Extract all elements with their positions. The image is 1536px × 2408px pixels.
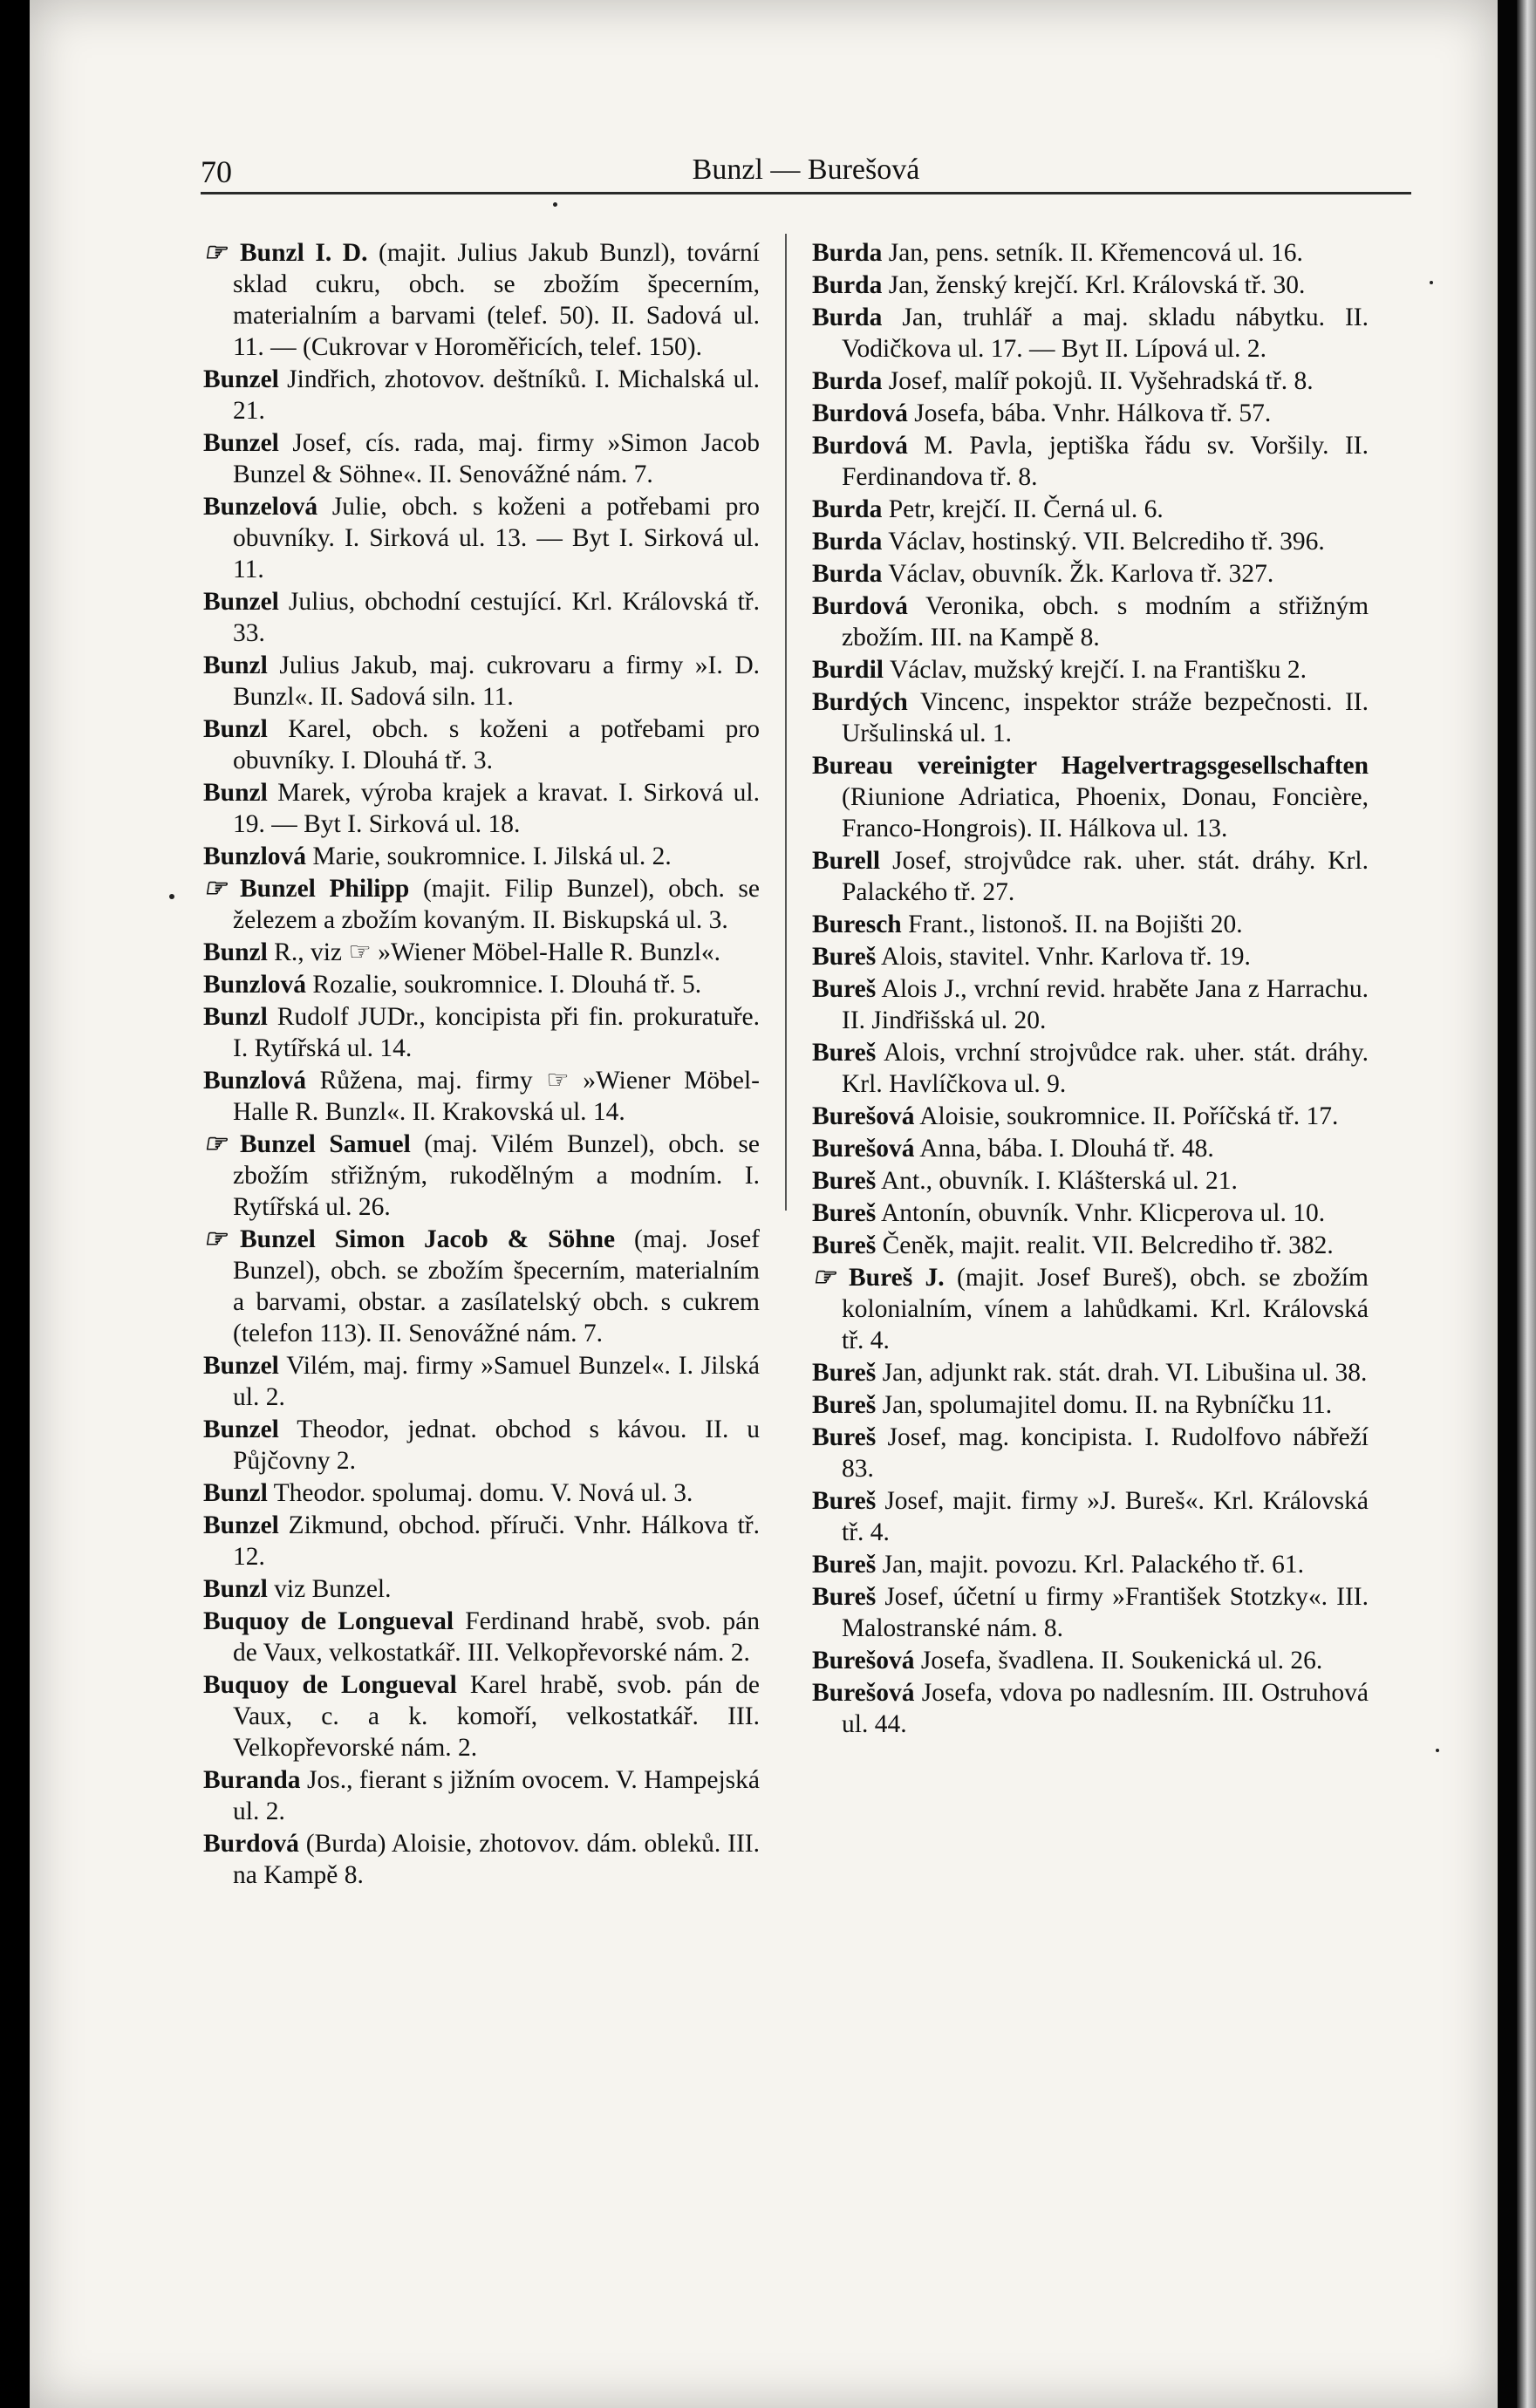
directory-entry <box>203 937 760 968</box>
entry-name: Bunzl <box>203 938 268 966</box>
entry-name: Burdová <box>812 432 908 460</box>
entry-name: Buquoy de Longueval <box>203 1671 457 1699</box>
directory-entry <box>812 654 1369 686</box>
directory-entry <box>812 1133 1369 1164</box>
directory-entry <box>812 1101 1369 1132</box>
entry-name: Burda <box>812 367 883 395</box>
entry-details: (majit. Filip Bunzel), obch. se železem a zbožím kovaným. II. Biskupská ul. 3. <box>233 875 761 934</box>
entry-name: Bureš <box>812 975 877 1003</box>
entry-details: (majit. Julius Jakub Bunzl), tovární sklad cukru, obch. se zbožím špecerním, materialním a barvami (telef. 50). II. Sadová ul. 11. — (Cukrovar v Horoměřicích, telef. 150). <box>233 239 760 361</box>
entry-details: (Riunione Adriatica, Phoenix, Donau, Foncière, Franco-Hongrois). II. Hálkova ul. 13. <box>842 783 1369 842</box>
entry-details: Alois, stavitel. Vnhr. Karlova tř. 19. <box>880 943 1251 971</box>
entry-name: Bureš J. <box>849 1264 945 1292</box>
directory-entry <box>812 1262 1369 1356</box>
entry-details: Josef, mag. koncipista. I. Rudolfovo nábřeží 83. <box>842 1423 1369 1483</box>
directory-entry <box>812 1197 1369 1229</box>
entry-details: Jan, ženský krejčí. Krl. Královská tř. 30. <box>888 271 1306 299</box>
entry-details: Ferdinand hrabě, svob. pán de Vaux, velkostatkář. III. Velkopřevorské nám. 2. <box>233 1607 760 1667</box>
directory-entry <box>203 586 760 649</box>
directory-entry <box>203 713 760 776</box>
entry-name: Burdová <box>203 1830 299 1858</box>
entry-details: Jan, majit. povozu. Krl. Palackého tř. 61. <box>882 1551 1304 1579</box>
entry-details: Alois J., vrchní revid. hraběte Jana z Harrachu. II. Jindřišská ul. 20. <box>842 975 1369 1034</box>
column-divider <box>785 234 787 1211</box>
entry-details: Jan, spolumajitel domu. II. na Rybníčku 11. <box>882 1391 1333 1419</box>
entry-name: Bunzl <box>203 651 268 679</box>
entry-name: Bunzel <box>203 588 279 616</box>
entry-name: Bunzel <box>203 429 279 457</box>
directory-entry <box>812 845 1369 908</box>
entry-name: Burešová <box>812 1647 915 1675</box>
entry-details: Julie, obch. s koženi a potřebami pro obuvníky. I. Sirková ul. 13. — Byt I. Sirková ul. 11. <box>233 493 760 583</box>
entry-details: Theodor, jednat. obchod s kávou. II. u Půjčovny 2. <box>233 1415 761 1475</box>
entry-details: Karel hrabě, svob. pán de Vaux, c. a k. komoří, velkostatkář. III. Velkopřevorské nám. 2. <box>233 1671 760 1762</box>
pointing-hand-icon: ☞ <box>203 1130 227 1158</box>
print-speck <box>169 894 174 899</box>
entry-name: Burell <box>812 847 881 875</box>
directory-entry <box>812 237 1369 269</box>
entry-name: Bunzl <box>203 1003 268 1031</box>
directory-page <box>30 0 1498 2408</box>
entry-details: (Burda) Aloisie, zhotovov. dám. obleků. III. na Kampě 8. <box>233 1830 760 1889</box>
entry-name: Bunzl <box>203 1575 268 1603</box>
directory-entry <box>203 1573 760 1605</box>
scan-border-right <box>1517 0 1536 2408</box>
directory-entry <box>812 269 1369 301</box>
directory-entry <box>812 1677 1369 1740</box>
entry-details: Vilém, maj. firmy »Samuel Bunzel«. I. Jilská ul. 2. <box>233 1352 761 1411</box>
entry-details: Josef, cís. rada, maj. firmy »Simon Jacob Bunzel & Söhne«. II. Senovážné nám. 7. <box>233 429 760 488</box>
directory-entry <box>812 1037 1369 1100</box>
directory-entry <box>203 1669 760 1763</box>
directory-entry <box>203 1414 760 1477</box>
entry-details: Josef, strojvůdce rak. uher. stát. dráhy. Krl. Palackého tř. 27. <box>842 847 1369 906</box>
entry-details: Aloisie, soukromnice. II. Poříčská tř. 17. <box>919 1102 1339 1130</box>
running-head: Bunzl — Burešová <box>692 153 920 186</box>
entry-name: Burda <box>812 304 883 331</box>
entry-details: Marek, výroba krajek a kravat. I. Sirková ul. 19. — Byt I. Sirková ul. 18. <box>233 779 760 838</box>
pointing-hand-icon: ☞ <box>203 239 227 267</box>
directory-entry <box>812 1581 1369 1644</box>
entry-details: Julius Jakub, maj. cukrovaru a firmy »I. D. Bunzl«. II. Sadová siln. 11. <box>233 651 760 711</box>
entry-details: Josefa, vdova po nadlesním. III. Ostruhová ul. 44. <box>842 1679 1369 1738</box>
entry-name: Burda <box>812 560 883 588</box>
entry-name: Buresch <box>812 911 902 938</box>
entry-details: Frant., listonoš. II. na Bojišti 20. <box>908 911 1243 938</box>
directory-entry <box>203 1129 760 1223</box>
directory-entry <box>203 427 760 490</box>
directory-entry <box>812 750 1369 844</box>
directory-entry <box>812 941 1369 972</box>
entry-name: Burda <box>812 271 883 299</box>
directory-entry <box>812 1549 1369 1580</box>
entry-details: Václav, obuvník. Žk. Karlova tř. 327. <box>888 560 1274 588</box>
entry-name: Bunzl <box>203 715 268 743</box>
directory-entry <box>203 1224 760 1349</box>
page-number: 70 <box>201 154 232 189</box>
directory-entry <box>812 973 1369 1036</box>
entry-details: Josefa, švadlena. II. Soukenická ul. 26. <box>920 1647 1323 1675</box>
entry-name: Burda <box>812 495 883 523</box>
entry-details: Marie, soukromnice. I. Jilská ul. 2. <box>312 842 672 870</box>
entry-name: Bunzel Philipp <box>240 875 410 903</box>
directory-entry <box>203 1477 760 1509</box>
entry-name: Bureš <box>812 1167 877 1195</box>
directory-entry <box>812 590 1369 653</box>
entry-details: R., viz ☞ »Wiener Möbel-Halle R. Bunzl«. <box>274 938 721 966</box>
entry-details: Karel, obch. s koženi a potřebami pro obuvníky. I. Dlouhá tř. 3. <box>233 715 761 774</box>
entry-name: Bureš <box>812 1231 877 1259</box>
entry-details: Ant., obuvník. I. Klášterská ul. 21. <box>880 1167 1238 1195</box>
print-speck <box>1430 281 1433 284</box>
entry-name: Bunzel <box>203 1352 279 1380</box>
directory-entry <box>812 686 1369 749</box>
entry-name: Bunzel Simon Jacob & Söhne <box>240 1225 616 1253</box>
entry-details: Josef, majit. firmy »J. Bureš«. Krl. Královská tř. 4. <box>842 1487 1369 1546</box>
directory-entry <box>812 1165 1369 1197</box>
print-speck <box>1436 1749 1439 1752</box>
directory-entry <box>812 365 1369 397</box>
directory-entry <box>203 1764 760 1827</box>
entry-name: Bunzlová <box>203 842 307 870</box>
entry-name: Bureš <box>812 1039 877 1067</box>
directory-entry <box>203 1065 760 1128</box>
entry-name: Bunzel <box>203 1511 279 1539</box>
pointing-hand-icon: ☞ <box>812 1264 836 1292</box>
directory-entry <box>203 1828 760 1891</box>
entry-name: Burešová <box>812 1679 915 1707</box>
entry-details: Petr, krejčí. II. Černá ul. 6. <box>888 495 1164 523</box>
entry-details: Anna, bába. I. Dlouhá tř. 48. <box>919 1135 1214 1163</box>
directory-entry <box>203 237 760 363</box>
directory-entry <box>812 302 1369 365</box>
entry-details: Rozalie, soukromnice. I. Dlouhá tř. 5. <box>312 971 702 999</box>
entry-details: Josef, účetní u firmy »František Stotzky«. III. Malostranské nám. 8. <box>842 1583 1369 1642</box>
entry-name: Bunzl <box>203 1479 268 1507</box>
entry-details: viz Bunzel. <box>274 1575 392 1603</box>
entry-name: Burdých <box>812 688 908 716</box>
entry-name: Bunzl <box>203 779 268 807</box>
directory-entry <box>812 430 1369 493</box>
entry-details: Theodor. spolumaj. domu. V. Nová ul. 3. <box>273 1479 693 1507</box>
entry-name: Bunzel <box>203 1415 279 1443</box>
entry-details: Růžena, maj. firmy ☞ »Wiener Möbel-Halle R. Bunzl«. II. Krakovská ul. 14. <box>233 1067 760 1126</box>
directory-entry <box>812 398 1369 429</box>
pointing-hand-icon: ☞ <box>203 1225 227 1253</box>
entry-name: Bunzel <box>203 365 279 393</box>
entry-details: Julius, obchodní cestující. Krl. Královská tř. 33. <box>233 588 760 647</box>
entry-details: Jan, adjunkt rak. stát. drah. VI. Libušina ul. 38. <box>882 1359 1368 1387</box>
directory-entry <box>203 969 760 1000</box>
entry-details: Josef, malíř pokojů. II. Vyšehradská tř. 8. <box>888 367 1314 395</box>
entry-name: Burešová <box>812 1102 915 1130</box>
scan-border-left <box>0 0 30 2408</box>
entry-name: Burdová <box>812 592 908 620</box>
entry-name: Bureš <box>812 943 877 971</box>
entry-details: Zikmund, obchod. příruči. Vnhr. Hálkova tř. 12. <box>233 1511 761 1571</box>
entry-name: Bunzl I. D. <box>240 239 368 267</box>
entry-name: Buquoy de Longueval <box>203 1607 454 1635</box>
directory-entry <box>203 841 760 872</box>
entry-name: Bunzel Samuel <box>240 1130 411 1158</box>
directory-entry <box>812 494 1369 525</box>
entry-details: Josefa, bába. Vnhr. Hálkova tř. 57. <box>914 399 1272 427</box>
entry-name: Bunzlová <box>203 1067 307 1095</box>
entry-details: Jos., fierant s jižním ovocem. V. Hampejská ul. 2. <box>233 1766 760 1825</box>
directory-entry <box>812 1485 1369 1548</box>
entry-name: Burdová <box>812 399 908 427</box>
entry-name: Bureš <box>812 1391 877 1419</box>
entry-details: (maj. Vilém Bunzel), obch. se zbožím střižným, rukodělným a modním. I. Rytířská ul. 26. <box>233 1130 760 1221</box>
directory-entry <box>812 1422 1369 1484</box>
print-speck <box>553 202 557 207</box>
directory-entry <box>812 1357 1369 1388</box>
entry-name: Bureš <box>812 1359 877 1387</box>
entry-name: Bureš <box>812 1487 877 1515</box>
entry-name: Bureš <box>812 1199 877 1227</box>
entry-details: Čeněk, majit. realit. VII. Belcrediho tř. 382. <box>882 1231 1334 1259</box>
entry-name: Burda <box>812 528 883 556</box>
entry-details: Veronika, obch. s modním a střižným zbožím. III. na Kampě 8. <box>842 592 1369 651</box>
entry-name: Burdil <box>812 656 884 684</box>
entry-details: Jindřich, zhotovov. deštníků. I. Michalská ul. 21. <box>233 365 760 425</box>
directory-entry <box>203 1350 760 1413</box>
entry-details: Antonín, obuvník. Vnhr. Klicperova ul. 10. <box>880 1199 1326 1227</box>
pointing-hand-icon: ☞ <box>203 875 227 903</box>
entry-name: Bunzlová <box>203 971 307 999</box>
directory-entry <box>812 909 1369 940</box>
entry-name: Bureš <box>812 1551 877 1579</box>
entry-details: Jan, pens. setník. II. Křemencová ul. 16. <box>888 239 1303 267</box>
directory-entry <box>812 1645 1369 1676</box>
directory-entry <box>203 1001 760 1064</box>
right-column <box>812 237 1369 1741</box>
entry-details: (majit. Josef Bureš), obch. se zbožím kolonialním, vínem a lahůdkami. Krl. Královská tř. 4. <box>842 1264 1369 1354</box>
directory-entry <box>203 777 760 840</box>
entry-name: Burešová <box>812 1135 915 1163</box>
left-column <box>203 237 760 1892</box>
directory-entry <box>812 1230 1369 1261</box>
directory-entry <box>203 1510 760 1572</box>
entry-details: Alois, vrchní strojvůdce rak. uher. stát. dráhy. Krl. Havlíčkova ul. 9. <box>842 1039 1369 1098</box>
entry-name: Buranda <box>203 1766 301 1794</box>
page-header <box>201 145 1411 194</box>
entry-name: Bureš <box>812 1583 877 1611</box>
entry-details: (maj. Josef Bunzel), obch. se zbožím špecerním, materialním a barvami, obstar. a zasílatelský obch. s cukrem (telefon 113). II. Senovážné nám. 7. <box>233 1225 760 1347</box>
entry-details: Rudolf JUDr., koncipista při fin. prokuratuře. I. Rytířská ul. 14. <box>233 1003 760 1062</box>
directory-entry <box>203 873 760 936</box>
entry-details: Václav, hostinský. VII. Belcrediho tř. 396. <box>888 528 1325 556</box>
directory-entry <box>203 364 760 426</box>
entry-details: M. Pavla, jeptiška řádu sv. Voršily. II. Ferdinandova tř. 8. <box>842 432 1369 491</box>
entry-name: Bureau vereinigter Hagelvertragsgesellschaften <box>812 752 1369 780</box>
entry-name: Bureš <box>812 1423 877 1451</box>
entry-name: Burda <box>812 239 883 267</box>
directory-entry <box>812 526 1369 557</box>
directory-entry <box>203 650 760 713</box>
directory-entry <box>812 558 1369 590</box>
entry-details: Vincenc, inspektor stráže bezpečnosti. II. Uršulinská ul. 1. <box>842 688 1369 747</box>
directory-entry <box>203 491 760 585</box>
directory-entry <box>812 1389 1369 1421</box>
directory-entry <box>203 1606 760 1668</box>
entry-name: Bunzelová <box>203 493 318 521</box>
entry-details: Václav, mužský krejčí. I. na Františku 2. <box>889 656 1307 684</box>
entry-details: Jan, truhlář a maj. skladu nábytku. II. Vodičkova ul. 17. — Byt II. Lípová ul. 2. <box>842 304 1369 363</box>
